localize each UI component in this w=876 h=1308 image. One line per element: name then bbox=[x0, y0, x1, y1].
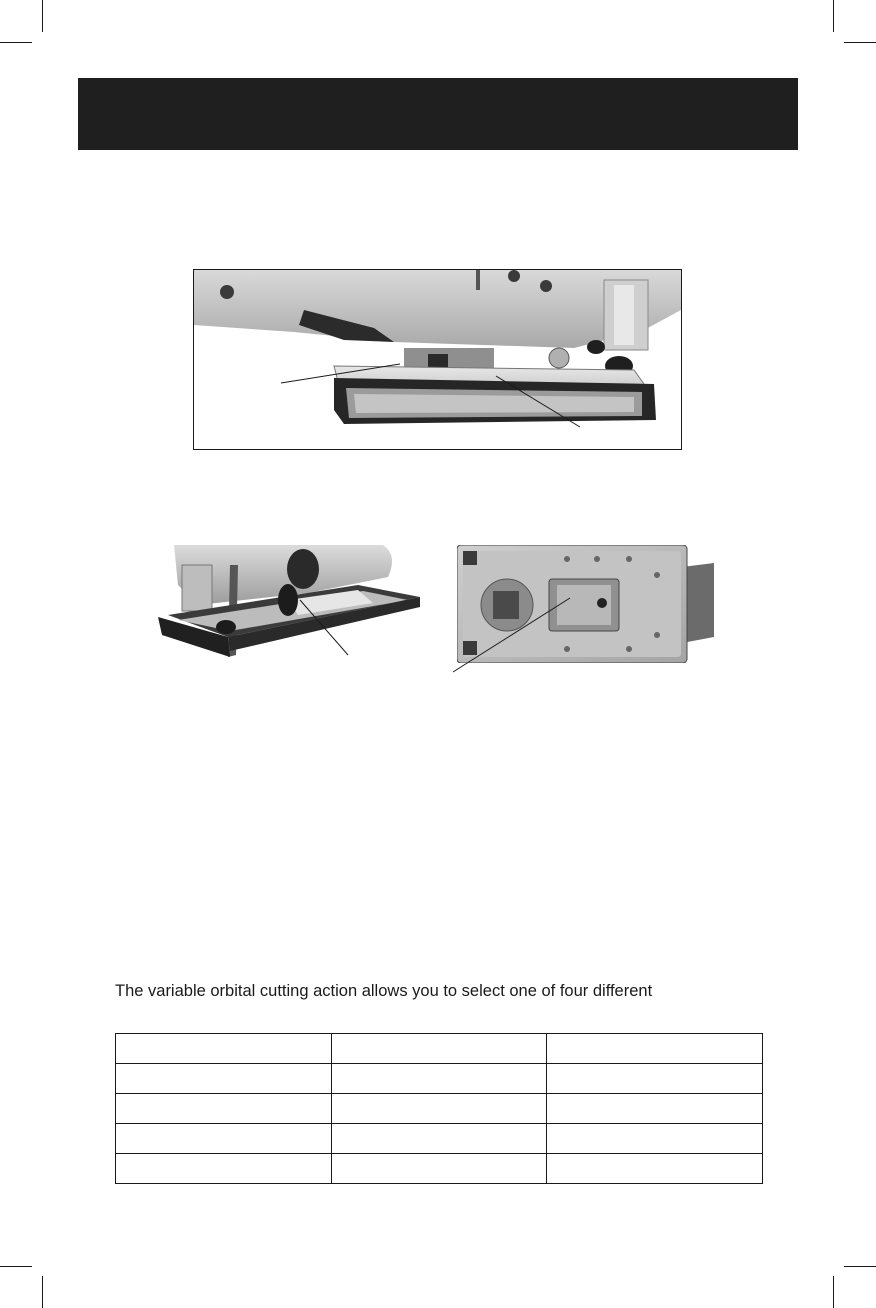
crop-mark bbox=[0, 42, 32, 43]
crop-mark bbox=[833, 1276, 834, 1308]
crop-mark bbox=[42, 0, 43, 32]
crop-mark bbox=[844, 42, 876, 43]
table-cell bbox=[116, 1124, 332, 1154]
table-cell bbox=[547, 1094, 763, 1124]
section-header-bar bbox=[78, 78, 798, 150]
base-underside-view-photo bbox=[457, 545, 714, 663]
table-cell bbox=[331, 1034, 547, 1064]
orbital-action-intro-text: The variable orbital cutting action allows you to select one of four different bbox=[115, 982, 653, 1000]
table-row bbox=[116, 1064, 763, 1094]
base-side-view-photo bbox=[193, 269, 682, 450]
table-cell bbox=[331, 1064, 547, 1094]
orbital-settings-table bbox=[115, 1033, 763, 1184]
table-cell bbox=[116, 1094, 332, 1124]
crop-mark bbox=[833, 0, 834, 32]
table-row bbox=[116, 1034, 763, 1064]
table-cell bbox=[116, 1064, 332, 1094]
table-cell bbox=[331, 1124, 547, 1154]
base-angle-view-photo bbox=[158, 545, 422, 685]
table-row bbox=[116, 1094, 763, 1124]
table-cell bbox=[331, 1094, 547, 1124]
table-cell bbox=[331, 1154, 547, 1184]
table-row bbox=[116, 1124, 763, 1154]
table-cell bbox=[116, 1034, 332, 1064]
table-cell bbox=[116, 1154, 332, 1184]
table-cell bbox=[547, 1034, 763, 1064]
table-cell bbox=[547, 1124, 763, 1154]
crop-mark bbox=[844, 1266, 876, 1267]
table-cell bbox=[547, 1154, 763, 1184]
jigsaw-base-underside-illustration bbox=[457, 545, 714, 663]
table-cell bbox=[547, 1064, 763, 1094]
jigsaw-base-angle-illustration bbox=[158, 545, 422, 685]
crop-mark bbox=[42, 1276, 43, 1308]
jigsaw-base-side-illustration bbox=[194, 270, 681, 449]
table-row bbox=[116, 1154, 763, 1184]
crop-mark bbox=[0, 1266, 32, 1267]
